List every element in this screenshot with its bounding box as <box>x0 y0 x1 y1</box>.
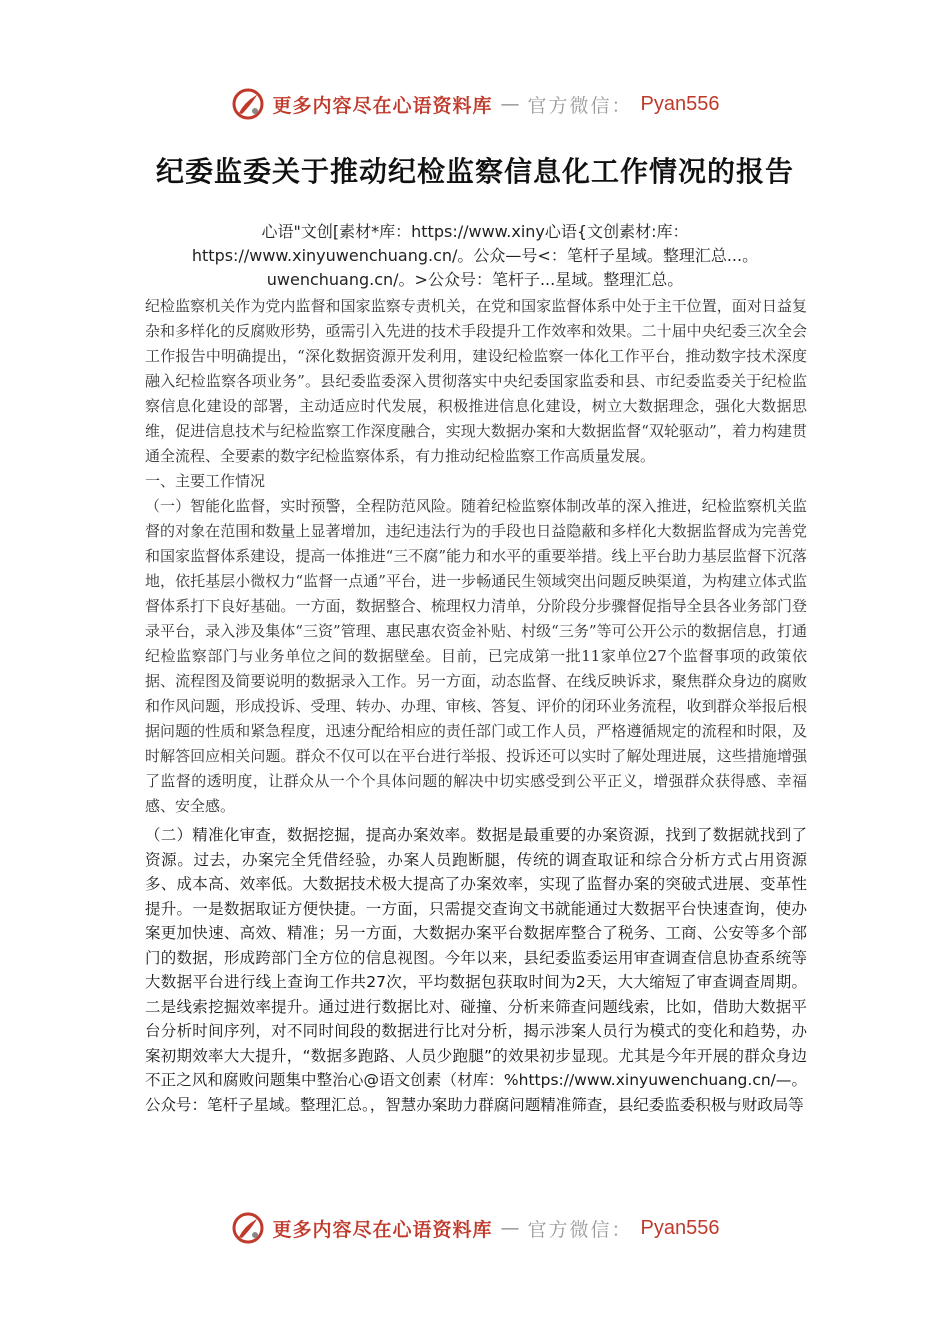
brush-logo-icon <box>231 1211 265 1245</box>
banner-wechat-id: Pyan556 <box>640 1216 720 1239</box>
footer-banner <box>0 1208 950 1248</box>
document-title: 纪委监委关于推动纪检监察信息化工作情况的报告 <box>155 155 794 188</box>
intro-paragraph: 纪检监察机关作为党内监督和国家监察专责机关，在党和国家监督体系中处于主干位置，面对日益复杂和多样化的反腐败形势，亟需引入先进的技术手段提升工作效率和效果。二十届中央纪委三次全会工作报告中明确提出，“深化数据资源开发利用，建设纪检监察一体化工作平台，推动数字技术深度融入纪检监察各项业务”。县纪委监委深入贯彻落实中央纪委国家监委和县、市纪委监委关于纪检监察信息化建设的部署，主动适应时代发展，积极推进信息化建设，树立大数据理念，强化大数据思维，促进信息技术与纪检监察工作深度融合，实现大数据办案和大数据监督“双轮驱动”，着力构建贯通全流程、全要素的数字纪检监察体系，有力推动纪检监察工作高质量发展。 <box>145 297 807 465</box>
banner-wechat-label: 官方微信： <box>527 1218 633 1241</box>
section-2-paragraph: （二）精准化审查，数据挖掘，提高办案效率。数据是最重要的办案资源，找到了数据就找到了资源。过去，办案完全凭借经验，办案人员跑断腿，传统的调查取证和综合分析方式占用资源多、成本高、效率低。大数据技术极大提高了办案效率，实现了监督办案的突破式进展、变革性提升。一是数据取证方便快捷。一方面，只需提交查询文书就能通过大数据平台快速查询，使办案更加快速、高效、精准；另一方面，大数据办案平台数据库整合了税务、工商、公安等多个部门的数据，形成跨部门全方位的信息视图。今年以来，县纪委监委运用审查调查信息协查系统等大数据平台进行线上查询工作共27次，平均数据包获取时间为2天，大大缩短了审查调查周期。二是线索挖掘效率提升。通过进行数据比对、碰撞、分析来筛查问题线索，比如，借助大数据平台分析时间序列，对不同时间段的数据进行比对分析，揭示涉案人员行为模式的变化和趋势，办案初期效率大大提升，“数据多跑路、人员少跑腿”的效果初步显现。尤其是今年开展的群众身边不正之风和腐败问题集中整治心@语文创素（材库：%https://www.xinyuwenchuang.cn/—。公众号：笔杆子星域。整理汇总。，智慧办案助力群腐问题精准筛查，县纪委监委积极与财政局等 <box>145 826 807 1114</box>
banner-text: 更多内容尽在心语资料库 <box>272 94 493 117</box>
header-banner <box>0 84 950 124</box>
source-note: 心语"文创[素材*库：https://www.xiny心语{文创素材:库：https://www.xinyuwenchuang.cn/。公众—号<：笔杆子星域。整理汇总...。uwenchuang.cn/。>公众号：笔杆子...星域。整理汇总。 <box>191 222 759 289</box>
banner-wechat-id: Pyan556 <box>640 92 720 115</box>
banner-separator: — <box>500 1217 520 1239</box>
banner-text: 更多内容尽在心语资料库 <box>272 1218 493 1241</box>
section-heading: 一、主要工作情况 <box>145 472 266 490</box>
banner-separator: — <box>500 93 520 115</box>
brush-logo-icon <box>231 87 265 121</box>
section-1-paragraph: （一）智能化监督，实时预警，全程防范风险。随着纪检监察体制改革的深入推进，纪检监察机关监督的对象在范围和数量上显著增加，违纪违法行为的手段也日益隐蔽和多样化大数据监督成为完善党和国家监督体系建设，提高一体推进“三不腐”能力和水平的重要举措。线上平台助力基层监督下沉落地，依托基层小微权力“监督一点通”平台，进一步畅通民生领域突出问题反映渠道，为构建立体式监督体系打下良好基础。一方面，数据整合、梳理权力清单，分阶段分步骤督促指导全县各业务部门登录平台，录入涉及集体“三资”管理、惠民惠农资金补贴、村级“三务”等可公开公示的数据信息，打通纪检监察部门与业务单位之间的数据壁垒。目前，已完成第一批11家单位27个监督事项的政策依据、流程图及简要说明的数据录入工作。另一方面，动态监督、在线反映诉求，聚焦群众身边的腐败和作风问题，形成投诉、受理、转办、办理、审核、答复、评价的闭环业务流程，收到群众举报后根据问题的性质和紧急程度，迅速分配给相应的责任部门或工作人员，严格遵循规定的流程和时限，及时解答回应相关问题。群众不仅可以在平台进行举报、投诉还可以实时了解处理进展，这些措施增强了监督的透明度，让群众从一个个具体问题的解决中切实感受到公平正义，增强群众获得感、幸福感、安全感。 <box>145 497 807 815</box>
banner-wechat-label: 官方微信： <box>527 94 633 117</box>
document-body <box>145 294 807 1117</box>
